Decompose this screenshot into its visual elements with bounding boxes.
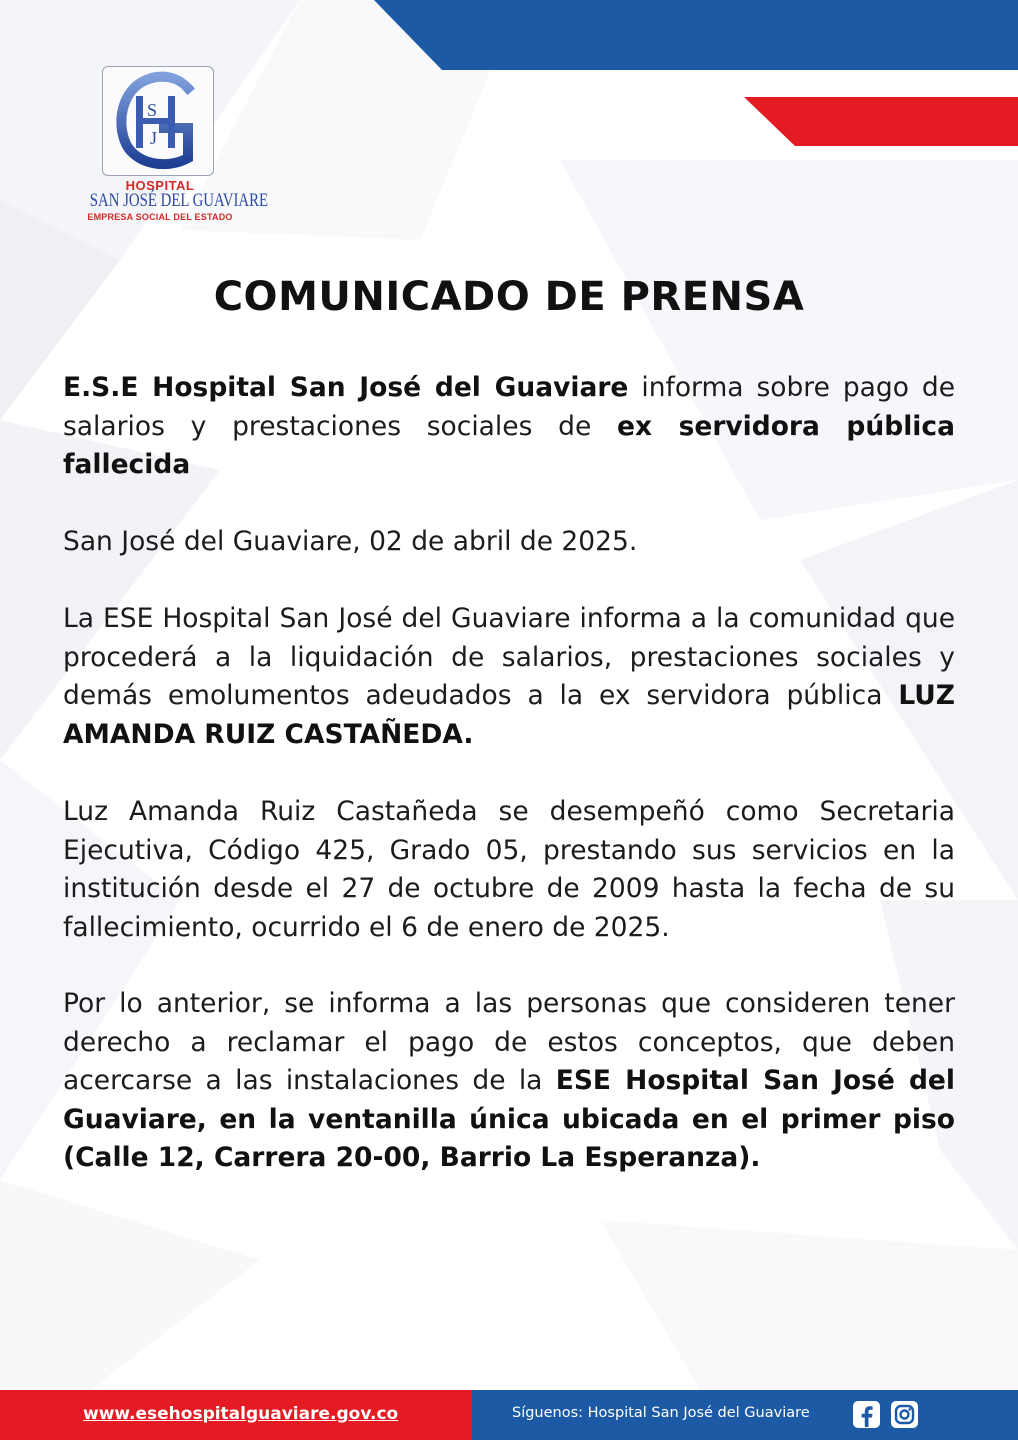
headline-middle: informa sobre pago de salarios y prestaciones sociales de bbox=[63, 372, 955, 442]
logo-text-hospital: HOSPITAL bbox=[125, 178, 195, 193]
logo-monogram bbox=[102, 66, 214, 176]
svg-text:J: J bbox=[150, 128, 158, 148]
footer bbox=[0, 1390, 1018, 1440]
paragraph-3-location: ESE Hospital San José del Guaviare, en la ventanilla única ubicada en el primer piso (Calle 12, Carrera 20-00, Barrio La Esperanza). bbox=[63, 1065, 955, 1173]
logo-text-subtitle: EMPRESA SOCIAL DEL ESTADO bbox=[87, 212, 233, 222]
page-title: COMUNICADO DE PRENSA bbox=[213, 274, 805, 320]
paragraph-2: Luz Amanda Ruiz Castañeda se desempeñó como Secretaria Ejecutiva, Código 425, Grado 05, prestando sus servicios en la institución desde el 27 de octubre de 2009 hasta la fecha de su fallecimiento, ocurrido el 6 de enero de 2025. bbox=[63, 796, 955, 943]
svg-text:S: S bbox=[147, 100, 158, 120]
paragraph-3-text: Por lo anterior, se informa a las personas que consideren tener derecho a reclamar el pago de estos conceptos, que deben acercarse a las instalaciones de la bbox=[63, 988, 955, 1096]
follow-text: Síguenos: Hospital San José del Guaviare bbox=[512, 1405, 810, 1421]
blue-band bbox=[374, 0, 1018, 70]
paragraph-3 bbox=[63, 985, 955, 1178]
website-link[interactable]: www.esehospitalguaviare.gov.co bbox=[83, 1404, 399, 1424]
headline-bold-end: ex servidora pública fallecida bbox=[63, 410, 955, 480]
dateline: San José del Guaviare, 02 de abril de 2025. bbox=[63, 526, 638, 557]
red-band bbox=[744, 97, 1018, 146]
hospital-logo bbox=[70, 62, 269, 232]
facebook-icon[interactable] bbox=[852, 1400, 881, 1429]
instagram-icon[interactable] bbox=[890, 1400, 919, 1429]
paragraph-1 bbox=[63, 600, 955, 754]
paragraph-1-text: La ESE Hospital San José del Guaviare informa a la comunidad que procederá a la liquidación de salarios, prestaciones sociales y demás emolumentos adeudados a la ex servidora pública bbox=[63, 603, 955, 711]
footer-website-band bbox=[0, 1390, 472, 1440]
logo-text-name: SAN JOSÉ DEL GUAVIARE bbox=[89, 190, 269, 211]
headline bbox=[63, 369, 955, 485]
headline-bold-start: E.S.E Hospital San José del Guaviare bbox=[63, 372, 629, 403]
footer-social-band bbox=[472, 1390, 1018, 1440]
paragraph-1-name: LUZ AMANDA RUIZ CASTAÑEDA. bbox=[63, 680, 955, 750]
